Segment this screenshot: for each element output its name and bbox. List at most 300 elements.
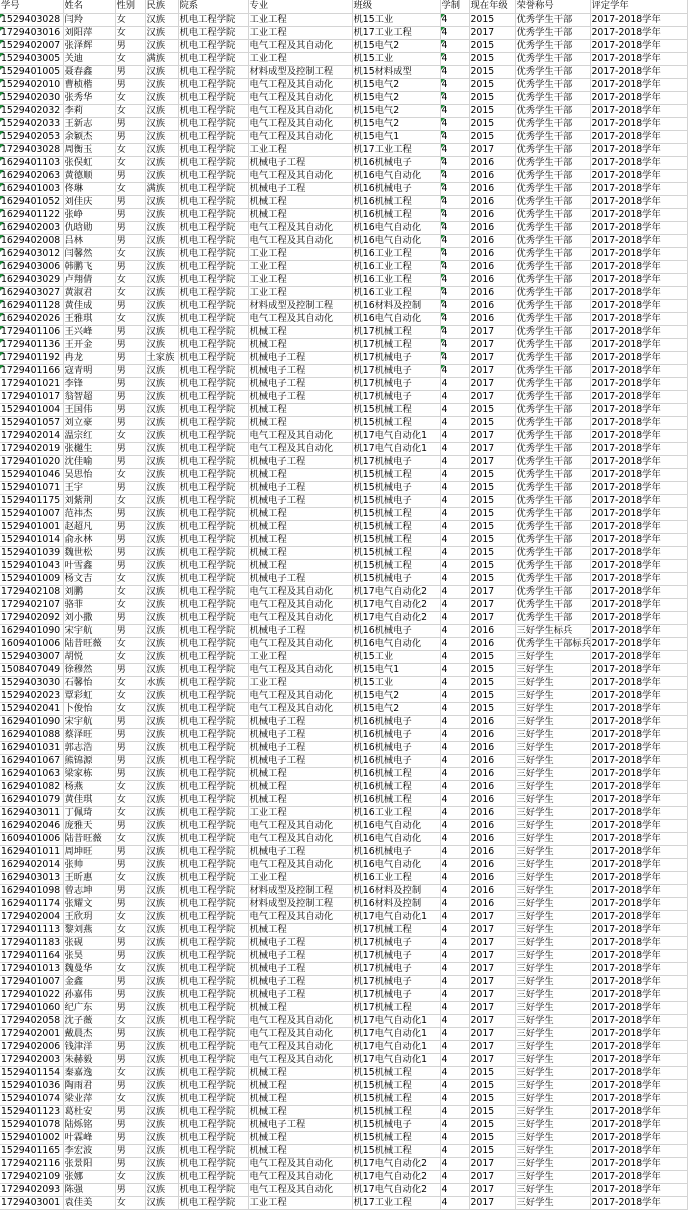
table-cell[interactable]: 汉族 [145, 1092, 178, 1105]
table-cell[interactable]: 1529401074 [0, 1092, 63, 1105]
table-cell[interactable]: 女 [115, 637, 145, 650]
table-cell[interactable]: 4 [440, 1170, 469, 1183]
table-cell[interactable]: 戴晨杰 [63, 1027, 115, 1040]
table-cell[interactable]: 电气工程及其自动化 [248, 910, 352, 923]
table-cell[interactable]: 机械电子工程 [248, 845, 352, 858]
table-cell[interactable]: 2017-2018学年 [590, 832, 687, 845]
table-cell[interactable]: 材料成型及控制工程 [248, 65, 352, 78]
table-cell[interactable]: 电气工程及其自动化 [248, 1170, 352, 1183]
table-cell[interactable]: 2016 [469, 715, 515, 728]
table-cell[interactable]: 4 [440, 13, 469, 26]
table-cell[interactable]: 4 [440, 650, 469, 663]
table-cell[interactable]: 电气工程及其自动化 [248, 819, 352, 832]
table-cell[interactable]: 机电工程学院 [178, 715, 248, 728]
table-cell[interactable]: 4 [440, 1118, 469, 1131]
table-cell[interactable]: 2017-2018学年 [590, 767, 687, 780]
table-cell[interactable]: 女 [115, 1170, 145, 1183]
table-cell[interactable]: 汉族 [145, 611, 178, 624]
table-cell[interactable]: 4 [440, 195, 469, 208]
table-cell[interactable]: 沈佳喻 [63, 455, 115, 468]
table-cell[interactable]: 机17电气自动化2 [352, 611, 440, 624]
table-cell[interactable]: 男 [115, 195, 145, 208]
table-cell[interactable]: 2015 [469, 689, 515, 702]
table-cell[interactable]: 2017 [469, 910, 515, 923]
table-cell[interactable]: 2015 [469, 117, 515, 130]
table-cell[interactable]: 汉族 [145, 1079, 178, 1092]
table-cell[interactable]: 优秀学生干部 [515, 390, 590, 403]
table-cell[interactable]: 汉族 [145, 962, 178, 975]
table-cell[interactable]: 1529401123 [0, 1105, 63, 1118]
table-cell[interactable]: 丁佩琦 [63, 806, 115, 819]
table-cell[interactable]: 4 [440, 637, 469, 650]
table-cell[interactable]: 2015 [469, 1079, 515, 1092]
table-cell[interactable]: 优秀学生干部 [515, 182, 590, 195]
table-cell[interactable]: 三好学生 [515, 962, 590, 975]
table-cell[interactable]: 男 [115, 845, 145, 858]
table-cell[interactable]: 优秀学生干部 [515, 39, 590, 52]
table-cell[interactable]: 金鑫 [63, 975, 115, 988]
table-cell[interactable]: 机电工程学院 [178, 13, 248, 26]
table-cell[interactable]: 2017-2018学年 [590, 676, 687, 689]
table-cell[interactable]: 张俣虹 [63, 156, 115, 169]
table-cell[interactable]: 1729401106 [0, 325, 63, 338]
table-cell[interactable]: 4 [440, 1053, 469, 1066]
table-cell[interactable]: 优秀学生干部 [515, 572, 590, 585]
table-cell[interactable]: 周衡玉 [63, 143, 115, 156]
table-cell[interactable]: 机17电气自动化2 [352, 1170, 440, 1183]
table-cell[interactable]: 2017-2018学年 [590, 299, 687, 312]
table-cell[interactable]: 女 [115, 1014, 145, 1027]
table-cell[interactable]: 男 [115, 208, 145, 221]
table-cell[interactable]: 优秀学生干部 [515, 598, 590, 611]
table-cell[interactable]: 电气工程及其自动化 [248, 637, 352, 650]
table-cell[interactable]: 机电工程学院 [178, 1053, 248, 1066]
table-cell[interactable]: 1529403030 [0, 676, 63, 689]
table-cell[interactable]: 1529403005 [0, 52, 63, 65]
table-cell[interactable]: 汉族 [145, 143, 178, 156]
table-cell[interactable]: 男 [115, 897, 145, 910]
table-cell[interactable]: 1529401165 [0, 1144, 63, 1157]
table-cell[interactable]: 1729403028 [0, 143, 63, 156]
table-cell[interactable]: 女 [115, 598, 145, 611]
table-cell[interactable]: 王欣玥 [63, 910, 115, 923]
table-cell[interactable]: 1629401031 [0, 741, 63, 754]
table-cell[interactable]: 机15电气2 [352, 104, 440, 117]
table-cell[interactable]: 电气工程及其自动化 [248, 1040, 352, 1053]
table-cell[interactable]: 寇青明 [63, 364, 115, 377]
table-cell[interactable]: 三好学生 [515, 1183, 590, 1196]
table-cell[interactable]: 李锋 [63, 377, 115, 390]
table-cell[interactable]: 优秀学生干部 [515, 364, 590, 377]
table-cell[interactable]: 机15电气2 [352, 702, 440, 715]
table-cell[interactable]: 机17机械工程 [352, 1001, 440, 1014]
table-cell[interactable]: 三好学生 [515, 1196, 590, 1209]
table-cell[interactable]: 2017 [469, 1027, 515, 1040]
table-cell[interactable]: 优秀学生干部 [515, 234, 590, 247]
table-cell[interactable]: 工业工程 [248, 273, 352, 286]
table-cell[interactable]: 4 [440, 806, 469, 819]
table-cell[interactable]: 男 [115, 442, 145, 455]
table-cell[interactable]: 三好学生 [515, 1118, 590, 1131]
table-cell[interactable]: 优秀学生干部 [515, 13, 590, 26]
table-cell[interactable]: 三好学生 [515, 819, 590, 832]
table-cell[interactable]: 女 [115, 273, 145, 286]
table-cell[interactable]: 黎刘燕 [63, 923, 115, 936]
table-cell[interactable]: 1729402108 [0, 585, 63, 598]
table-cell[interactable]: 机电工程学院 [178, 1105, 248, 1118]
table-cell[interactable]: 汉族 [145, 988, 178, 1001]
table-cell[interactable]: 电气工程及其自动化 [248, 442, 352, 455]
table-cell[interactable]: 2015 [469, 520, 515, 533]
table-cell[interactable]: 魏曼华 [63, 962, 115, 975]
table-cell[interactable]: 女 [115, 650, 145, 663]
table-cell[interactable]: 机械电子工程 [248, 364, 352, 377]
table-cell[interactable]: 机16电气自动化 [352, 858, 440, 871]
table-cell[interactable]: 机电工程学院 [178, 650, 248, 663]
table-cell[interactable]: 优秀学生干部 [515, 247, 590, 260]
table-cell[interactable]: 机电工程学院 [178, 585, 248, 598]
table-cell[interactable]: 女 [115, 1196, 145, 1209]
table-cell[interactable]: 叶雪鑫 [63, 559, 115, 572]
table-cell[interactable]: 2017-2018学年 [590, 143, 687, 156]
table-cell[interactable]: 1629402026 [0, 312, 63, 325]
table-cell[interactable]: 机15机械工程 [352, 520, 440, 533]
table-cell[interactable]: 4 [440, 1092, 469, 1105]
table-cell[interactable]: 汉族 [145, 377, 178, 390]
table-cell[interactable]: 4 [440, 481, 469, 494]
table-cell[interactable]: 4 [440, 273, 469, 286]
table-cell[interactable]: 关迪 [63, 52, 115, 65]
table-cell[interactable]: 优秀学生干部 [515, 169, 590, 182]
table-cell[interactable]: 2015 [469, 702, 515, 715]
table-cell[interactable]: 2016 [469, 884, 515, 897]
table-cell[interactable]: 机电工程学院 [178, 676, 248, 689]
table-cell[interactable]: 4 [440, 1144, 469, 1157]
table-cell[interactable]: 1729402004 [0, 910, 63, 923]
table-cell[interactable]: 材料成型及控制工程 [248, 897, 352, 910]
table-cell[interactable]: 2017 [469, 923, 515, 936]
table-cell[interactable]: 俞永林 [63, 533, 115, 546]
table-cell[interactable]: 机17机械电子 [352, 351, 440, 364]
table-cell[interactable]: 优秀学生干部 [515, 403, 590, 416]
table-cell[interactable]: 机16工业工程 [352, 260, 440, 273]
table-cell[interactable]: 2017-2018学年 [590, 169, 687, 182]
table-cell[interactable]: 男 [115, 78, 145, 91]
table-cell[interactable]: 汉族 [145, 546, 178, 559]
table-cell[interactable]: 2017-2018学年 [590, 754, 687, 767]
table-cell[interactable]: 2015 [469, 39, 515, 52]
table-cell[interactable]: 1529401043 [0, 559, 63, 572]
table-cell[interactable]: 机电工程学院 [178, 468, 248, 481]
table-cell[interactable]: 机电工程学院 [178, 416, 248, 429]
table-cell[interactable]: 2017 [469, 598, 515, 611]
table-cell[interactable]: 4 [440, 429, 469, 442]
table-cell[interactable]: 4 [440, 442, 469, 455]
table-cell[interactable]: 张帅 [63, 858, 115, 871]
table-cell[interactable]: 2017-2018学年 [590, 260, 687, 273]
table-cell[interactable]: 2017 [469, 455, 515, 468]
table-cell[interactable]: 1529401002 [0, 1131, 63, 1144]
table-cell[interactable]: 机电工程学院 [178, 377, 248, 390]
table-cell[interactable]: 女 [115, 780, 145, 793]
table-cell[interactable]: 2015 [469, 1131, 515, 1144]
table-cell[interactable]: 1729402107 [0, 598, 63, 611]
table-cell[interactable]: 张昊 [63, 949, 115, 962]
table-cell[interactable]: 优秀学生干部 [515, 195, 590, 208]
table-cell[interactable]: 机15电气2 [352, 91, 440, 104]
table-cell[interactable]: 2017-2018学年 [590, 65, 687, 78]
table-cell[interactable]: 工业工程 [248, 247, 352, 260]
table-cell[interactable]: 汉族 [145, 494, 178, 507]
table-cell[interactable]: 1529401009 [0, 572, 63, 585]
table-cell[interactable]: 2017-2018学年 [590, 962, 687, 975]
table-cell[interactable]: 4 [440, 1001, 469, 1014]
table-cell[interactable]: 汉族 [145, 1027, 178, 1040]
table-cell[interactable]: 2015 [469, 91, 515, 104]
table-cell[interactable]: 机电工程学院 [178, 611, 248, 624]
table-cell[interactable]: 汉族 [145, 702, 178, 715]
table-cell[interactable]: 2017-2018学年 [590, 26, 687, 39]
table-cell[interactable]: 2016 [469, 832, 515, 845]
table-cell[interactable]: 机械工程 [248, 468, 352, 481]
table-cell[interactable]: 工业工程 [248, 676, 352, 689]
table-cell[interactable]: 2016 [469, 897, 515, 910]
table-cell[interactable]: 机械工程 [248, 1001, 352, 1014]
table-cell[interactable]: 1729401007 [0, 975, 63, 988]
table-cell[interactable]: 2017-2018学年 [590, 390, 687, 403]
table-cell[interactable]: 女 [115, 702, 145, 715]
table-cell[interactable]: 1629401090 [0, 715, 63, 728]
table-cell[interactable]: 汉族 [145, 845, 178, 858]
table-cell[interactable]: 1729402116 [0, 1157, 63, 1170]
table-cell[interactable]: 2015 [469, 481, 515, 494]
table-cell[interactable]: 女 [115, 286, 145, 299]
table-cell[interactable]: 4 [440, 572, 469, 585]
table-cell[interactable]: 工业工程 [248, 806, 352, 819]
table-cell[interactable]: 刘紫荆 [63, 494, 115, 507]
table-cell[interactable]: 机电工程学院 [178, 1079, 248, 1092]
table-cell[interactable]: 男 [115, 1157, 145, 1170]
table-cell[interactable]: 汉族 [145, 624, 178, 637]
table-cell[interactable]: 1529402032 [0, 104, 63, 117]
table-cell[interactable]: 2017-2018学年 [590, 130, 687, 143]
table-cell[interactable]: 2016 [469, 234, 515, 247]
table-cell[interactable]: 张泽辉 [63, 39, 115, 52]
table-cell[interactable]: 2017-2018学年 [590, 728, 687, 741]
table-cell[interactable]: 机15机械工程 [352, 1079, 440, 1092]
table-cell[interactable]: 2017-2018学年 [590, 936, 687, 949]
table-cell[interactable]: 4 [440, 78, 469, 91]
table-cell[interactable]: 电气工程及其自动化 [248, 1183, 352, 1196]
table-cell[interactable]: 机械电子工程 [248, 741, 352, 754]
table-cell[interactable]: 4 [440, 143, 469, 156]
table-cell[interactable]: 机械电子工程 [248, 390, 352, 403]
table-cell[interactable]: 机电工程学院 [178, 481, 248, 494]
table-cell[interactable]: 2017 [469, 364, 515, 377]
table-cell[interactable]: 机17电气自动化1 [352, 429, 440, 442]
table-cell[interactable]: 机17机械工程 [352, 923, 440, 936]
table-cell[interactable]: 女 [115, 247, 145, 260]
table-cell[interactable]: 4 [440, 936, 469, 949]
table-cell[interactable]: 汉族 [145, 65, 178, 78]
table-cell[interactable]: 4 [440, 260, 469, 273]
table-cell[interactable]: 2016 [469, 182, 515, 195]
table-cell[interactable]: 水族 [145, 676, 178, 689]
table-cell[interactable]: 陆烁铭 [63, 1118, 115, 1131]
table-cell[interactable]: 4 [440, 754, 469, 767]
table-cell[interactable]: 1529402033 [0, 117, 63, 130]
table-cell[interactable]: 男 [115, 754, 145, 767]
table-cell[interactable]: 电气工程及其自动化 [248, 130, 352, 143]
table-cell[interactable]: 电气工程及其自动化 [248, 585, 352, 598]
table-cell[interactable]: 葛杜安 [63, 1105, 115, 1118]
table-cell[interactable]: 机电工程学院 [178, 195, 248, 208]
table-cell[interactable]: 1729401166 [0, 364, 63, 377]
table-cell[interactable]: 4 [440, 624, 469, 637]
table-cell[interactable]: 4 [440, 351, 469, 364]
table-cell[interactable]: 机15电气2 [352, 39, 440, 52]
table-cell[interactable]: 叶霖峰 [63, 1131, 115, 1144]
table-cell[interactable]: 2017-2018学年 [590, 39, 687, 52]
table-cell[interactable]: 汉族 [145, 520, 178, 533]
table-cell[interactable]: 机电工程学院 [178, 455, 248, 468]
table-cell[interactable]: 汉族 [145, 39, 178, 52]
table-cell[interactable]: 赵超凡 [63, 520, 115, 533]
table-cell[interactable]: 男 [115, 715, 145, 728]
table-cell[interactable]: 三好学生 [515, 897, 590, 910]
table-cell[interactable]: 汉族 [145, 533, 178, 546]
table-cell[interactable]: 卜俊怡 [63, 702, 115, 715]
table-cell[interactable]: 男 [115, 819, 145, 832]
column-header[interactable]: 评定学年 [590, 0, 687, 13]
table-cell[interactable]: 机17机械电子 [352, 390, 440, 403]
table-cell[interactable]: 男 [115, 338, 145, 351]
table-cell[interactable]: 机15机械工程 [352, 1105, 440, 1118]
table-cell[interactable]: 范祎杰 [63, 507, 115, 520]
table-cell[interactable]: 4 [440, 312, 469, 325]
table-cell[interactable]: 女 [115, 91, 145, 104]
table-cell[interactable]: 三好学生 [515, 793, 590, 806]
table-cell[interactable]: 机15工业 [352, 13, 440, 26]
table-cell[interactable]: 男 [115, 884, 145, 897]
table-cell[interactable]: 2015 [469, 1066, 515, 1079]
table-cell[interactable]: 三好学生 [515, 715, 590, 728]
table-cell[interactable]: 汉族 [145, 1183, 178, 1196]
table-cell[interactable]: 机17机械电子 [352, 975, 440, 988]
table-cell[interactable]: 电气工程及其自动化 [248, 689, 352, 702]
table-cell[interactable]: 机17机械电子 [352, 962, 440, 975]
table-cell[interactable]: 机15机械工程 [352, 1144, 440, 1157]
table-cell[interactable]: 机械电子工程 [248, 988, 352, 1001]
table-cell[interactable]: 2017-2018学年 [590, 312, 687, 325]
table-cell[interactable]: 机16工业工程 [352, 871, 440, 884]
table-cell[interactable]: 杨文吉 [63, 572, 115, 585]
table-cell[interactable]: 机电工程学院 [178, 208, 248, 221]
table-cell[interactable]: 2017 [469, 1014, 515, 1027]
table-cell[interactable]: 1629403011 [0, 806, 63, 819]
table-cell[interactable]: 4 [440, 221, 469, 234]
table-cell[interactable]: 1729402014 [0, 429, 63, 442]
table-cell[interactable]: 2017-2018学年 [590, 572, 687, 585]
table-cell[interactable]: 机15机械工程 [352, 559, 440, 572]
table-cell[interactable]: 4 [440, 169, 469, 182]
table-cell[interactable]: 4 [440, 1157, 469, 1170]
table-cell[interactable]: 1729402093 [0, 1183, 63, 1196]
table-cell[interactable]: 2017-2018学年 [590, 533, 687, 546]
table-cell[interactable]: 汉族 [145, 208, 178, 221]
column-header[interactable]: 姓名 [63, 0, 115, 13]
table-cell[interactable]: 机械工程 [248, 1092, 352, 1105]
table-cell[interactable]: 2016 [469, 754, 515, 767]
table-cell[interactable]: 2017-2018学年 [590, 1027, 687, 1040]
table-cell[interactable]: 男 [115, 611, 145, 624]
table-cell[interactable]: 4 [440, 741, 469, 754]
table-cell[interactable]: 机械电子工程 [248, 754, 352, 767]
table-cell[interactable]: 机16工业工程 [352, 247, 440, 260]
table-cell[interactable]: 1629401098 [0, 884, 63, 897]
table-cell[interactable]: 机15机械电子 [352, 481, 440, 494]
table-cell[interactable]: 黄佳成 [63, 299, 115, 312]
table-cell[interactable]: 4 [440, 1183, 469, 1196]
table-cell[interactable]: 女 [115, 143, 145, 156]
table-cell[interactable]: 汉族 [145, 468, 178, 481]
table-cell[interactable]: 机电工程学院 [178, 143, 248, 156]
table-cell[interactable]: 钱津洋 [63, 1040, 115, 1053]
table-cell[interactable]: 女 [115, 572, 145, 585]
table-cell[interactable]: 优秀学生干部 [515, 221, 590, 234]
table-cell[interactable]: 男 [115, 936, 145, 949]
table-cell[interactable]: 汉族 [145, 169, 178, 182]
table-cell[interactable]: 纪广东 [63, 1001, 115, 1014]
table-cell[interactable]: 机电工程学院 [178, 1196, 248, 1209]
table-cell[interactable]: 1529401004 [0, 403, 63, 416]
table-cell[interactable]: 闫馨然 [63, 247, 115, 260]
table-cell[interactable]: 4 [440, 1105, 469, 1118]
table-cell[interactable]: 女 [115, 429, 145, 442]
table-cell[interactable]: 2017-2018学年 [590, 949, 687, 962]
table-cell[interactable]: 4 [440, 325, 469, 338]
table-cell[interactable]: 三好学生 [515, 832, 590, 845]
table-cell[interactable]: 2015 [469, 13, 515, 26]
table-cell[interactable]: 4 [440, 455, 469, 468]
table-cell[interactable]: 电气工程及其自动化 [248, 234, 352, 247]
column-header[interactable]: 学号 [0, 0, 63, 13]
table-cell[interactable]: 2017-2018学年 [590, 1183, 687, 1196]
table-cell[interactable]: 机械工程 [248, 923, 352, 936]
table-cell[interactable]: 2017-2018学年 [590, 1105, 687, 1118]
table-cell[interactable]: 2017-2018学年 [590, 1131, 687, 1144]
table-cell[interactable]: 男 [115, 520, 145, 533]
table-cell[interactable]: 2017 [469, 1053, 515, 1066]
table-cell[interactable]: 4 [440, 156, 469, 169]
table-cell[interactable]: 机械工程 [248, 1144, 352, 1157]
table-cell[interactable]: 4 [440, 468, 469, 481]
table-cell[interactable]: 男 [115, 325, 145, 338]
table-cell[interactable]: 2016 [469, 208, 515, 221]
table-cell[interactable]: 机电工程学院 [178, 598, 248, 611]
table-cell[interactable]: 黄淑君 [63, 286, 115, 299]
table-cell[interactable]: 机电工程学院 [178, 988, 248, 1001]
table-cell[interactable]: 优秀学生干部 [515, 208, 590, 221]
table-cell[interactable]: 1529401007 [0, 507, 63, 520]
table-cell[interactable]: 4 [440, 377, 469, 390]
table-cell[interactable]: 机械工程 [248, 507, 352, 520]
table-cell[interactable]: 男 [115, 988, 145, 1001]
table-cell[interactable]: 汉族 [145, 910, 178, 923]
table-cell[interactable]: 机17机械工程 [352, 325, 440, 338]
table-cell[interactable]: 机15机械电子 [352, 572, 440, 585]
table-cell[interactable]: 机电工程学院 [178, 299, 248, 312]
